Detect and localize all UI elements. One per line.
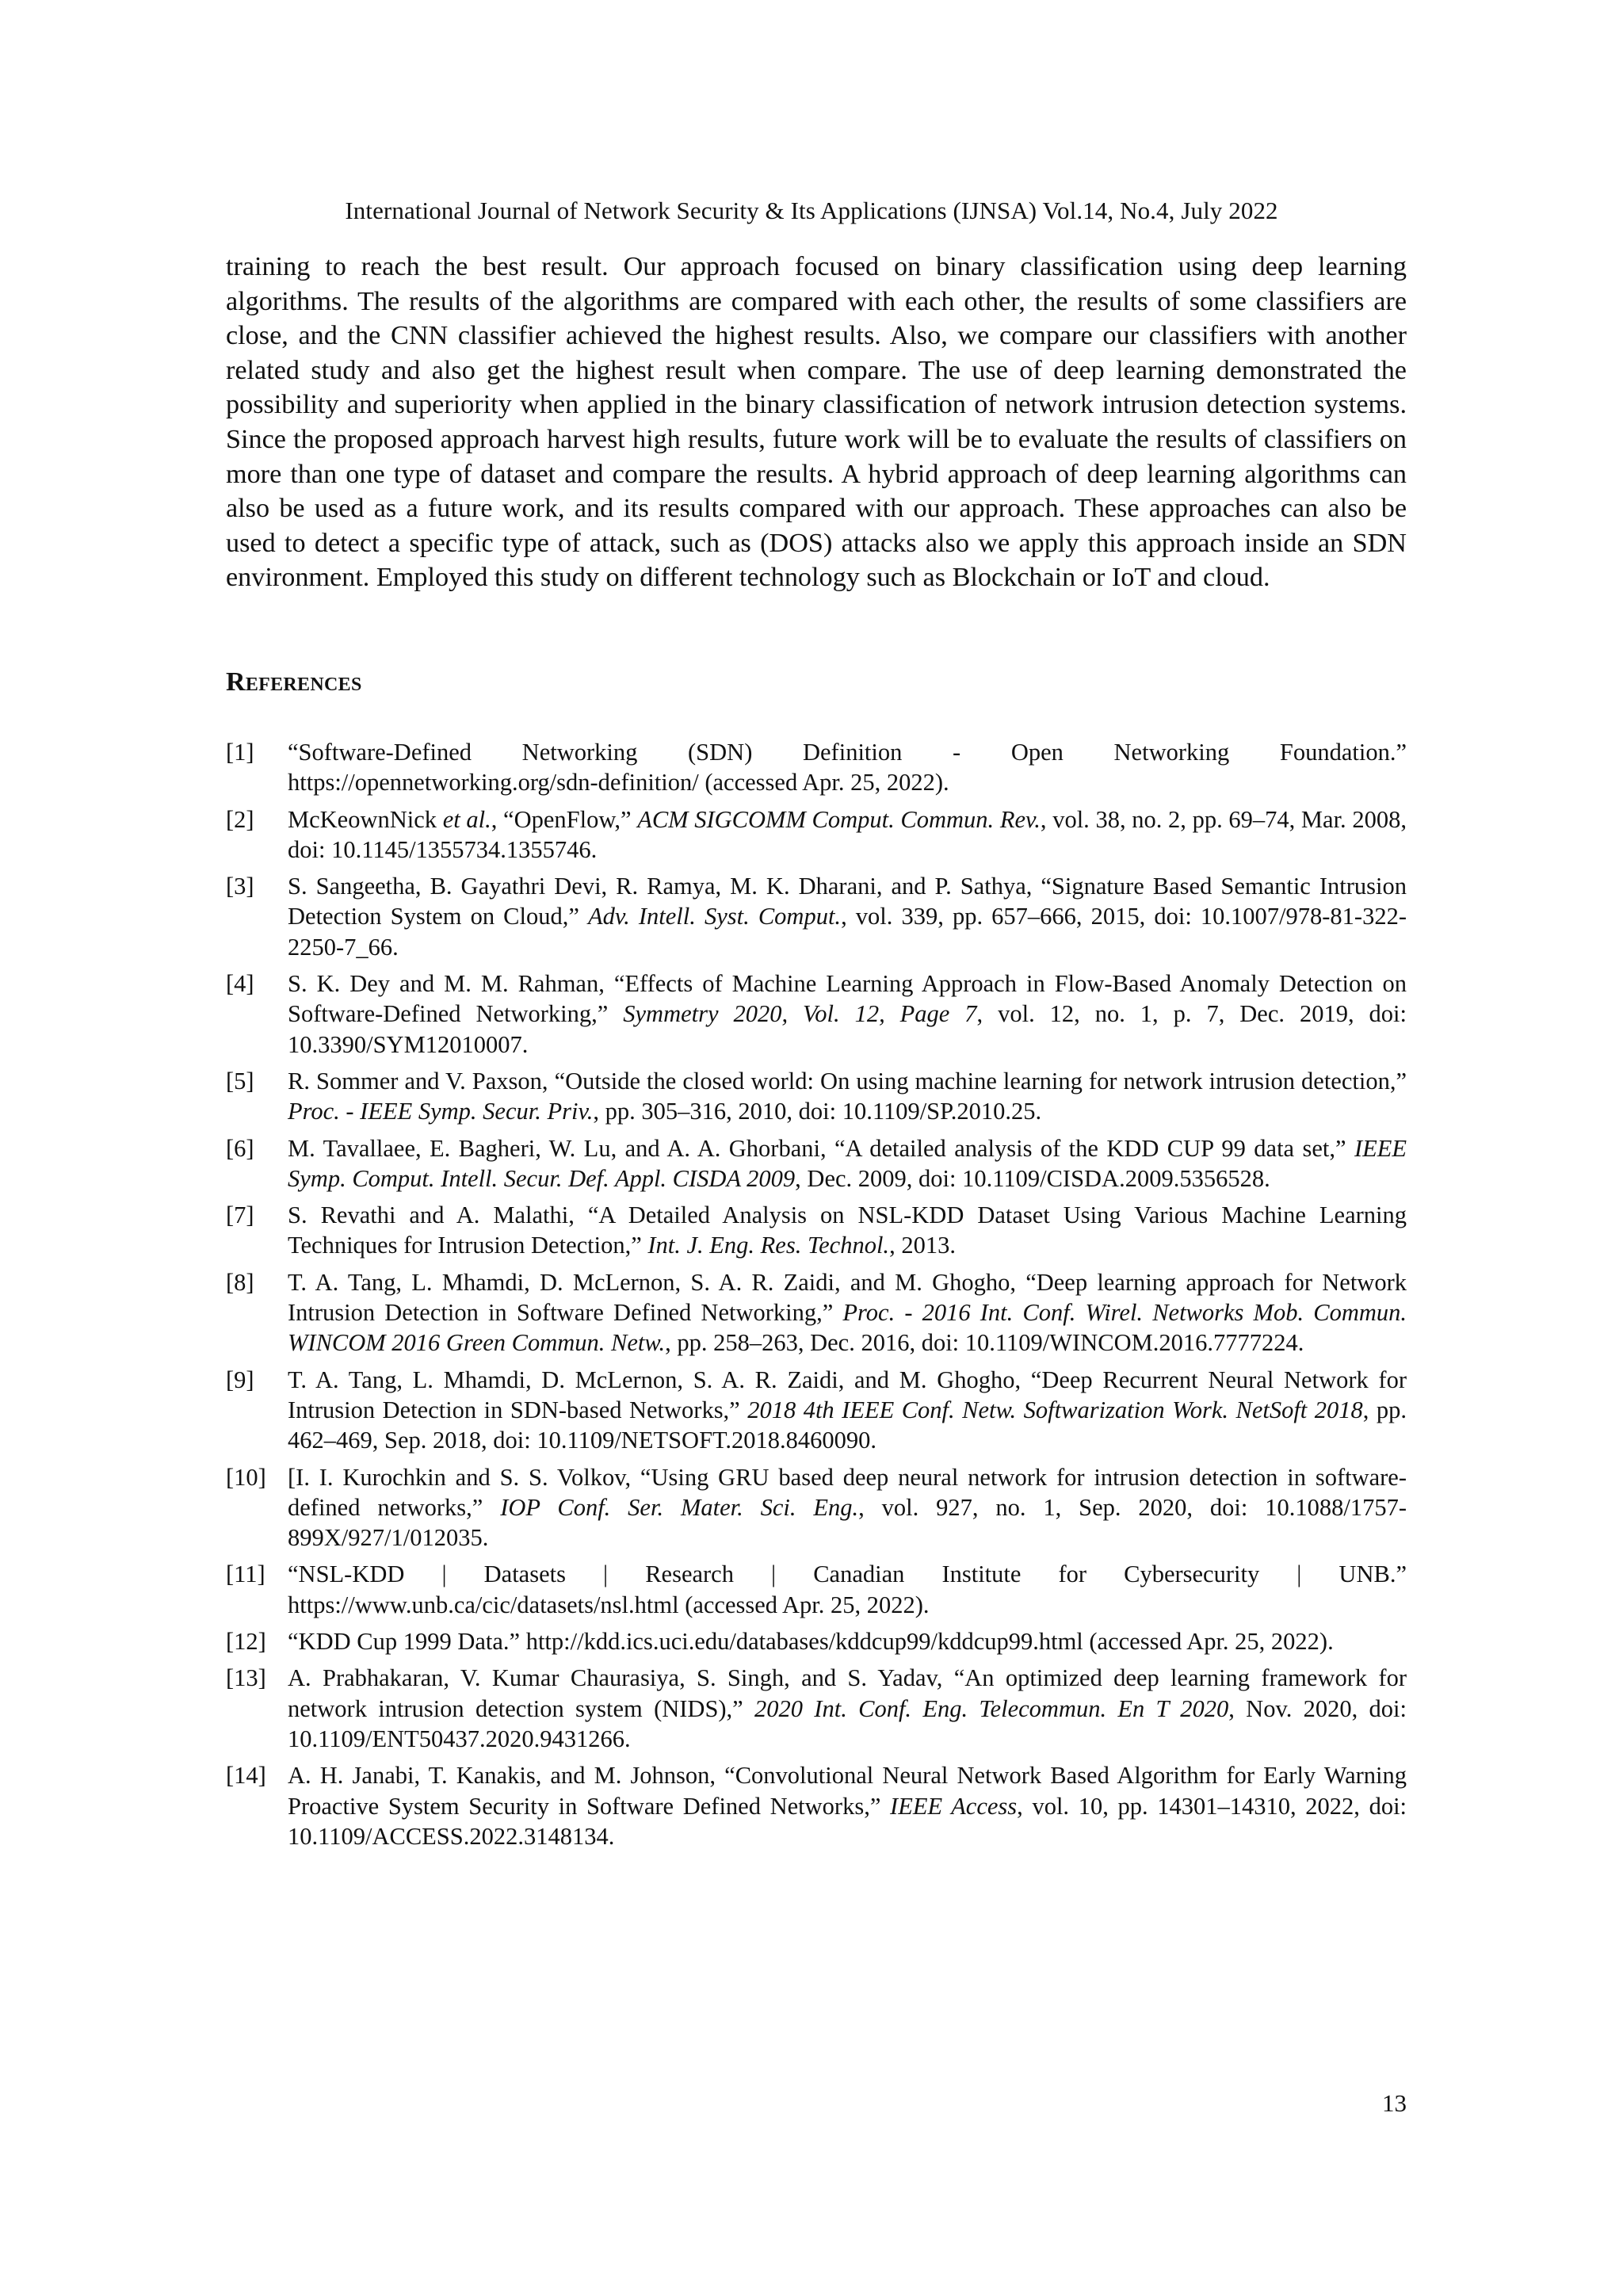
reference-venue: Symmetry 2020, Vol. 12, Page 7: [623, 1000, 977, 1028]
reference-body: S. Sangeetha, B. Gayathri Devi, R. Ramya, M. K. Dharani, and P. Sathya, “Signature Based Semantic Intrusion Detection System on Cloud,”: [288, 873, 1407, 930]
reference-number: [11]: [226, 1561, 265, 1588]
reference-item: [226, 1365, 1407, 1456]
reference-number: [10]: [226, 1463, 266, 1491]
reference-number: [14]: [226, 1762, 266, 1790]
reference-body: S. Revathi and A. Malathi, “A Detailed Analysis on NSL-KDD Dataset Using Various Machine Learning Techniques for Intrusion Detection,”: [288, 1201, 1407, 1259]
reference-number: [7]: [226, 1201, 254, 1229]
reference-venue: IOP Conf. Ser. Mater. Sci. Eng.: [500, 1493, 859, 1521]
reference-body: , Nov. 2020, doi: 10.1109/ENT50437.2020.9431266.: [288, 1694, 1407, 1752]
reference-body: , pp. 258–263, Dec. 2016, doi: 10.1109/WINCOM.2016.7777224.: [665, 1329, 1304, 1357]
reference-body: , pp. 305–316, 2010, doi: 10.1109/SP.2010.25.: [593, 1098, 1042, 1125]
reference-item: [226, 1267, 1407, 1358]
reference-venue: Proc. - 2016 Int. Conf. Wirel. Networks Mob. Commun. WINCOM 2016 Green Commun. Netw.: [288, 1299, 1407, 1357]
reference-text: [288, 1200, 1407, 1261]
reference-number: [12]: [226, 1628, 266, 1656]
reference-text: [288, 1365, 1407, 1456]
reference-list: [226, 737, 1407, 1858]
reference-italic: et al.: [442, 805, 491, 833]
reference-number: [5]: [226, 1067, 254, 1095]
reference-text: [288, 1559, 1407, 1620]
reference-number: [8]: [226, 1268, 254, 1296]
reference-item: [226, 871, 1407, 962]
reference-text: [288, 871, 1407, 962]
reference-number: [13]: [226, 1664, 266, 1692]
reference-number: [3]: [226, 873, 254, 900]
reference-item: [226, 804, 1407, 865]
reference-body: [I. I. Kurochkin and S. S. Volkov, “Using GRU based deep neural network for intrusion detection in software-defined networks,”: [288, 1463, 1407, 1521]
reference-body: , “OpenFlow,”: [491, 805, 638, 833]
reference-body: , vol. 927, no. 1, Sep. 2020, doi: 10.1088/1757-899X/927/1/012035.: [288, 1493, 1407, 1552]
reference-item: [226, 1626, 1407, 1656]
reference-item: [226, 1066, 1407, 1127]
reference-venue: IEEE Access: [890, 1792, 1018, 1820]
reference-item: [226, 1133, 1407, 1194]
reference-text: [288, 968, 1407, 1060]
reference-number: [1]: [226, 739, 254, 766]
reference-text: [288, 1462, 1407, 1553]
reference-venue: Adv. Intell. Syst. Comput.: [588, 903, 842, 930]
reference-venue: Int. J. Eng. Res. Technol.: [647, 1232, 890, 1259]
reference-body: , vol. 339, pp. 657–666, 2015, doi: 10.1007/978-81-322-2250-7_66.: [288, 903, 1407, 961]
reference-body: “KDD Cup 1999 Data.” http://kdd.ics.uci.edu/databases/kddcup99/kddcup99.html (accessed Apr. 25, 2022).: [288, 1628, 1334, 1656]
reference-body: , Dec. 2009, doi: 10.1109/CISDA.2009.5356528.: [795, 1164, 1270, 1192]
reference-body: T. A. Tang, L. Mhamdi, D. McLernon, S. A. R. Zaidi, and M. Ghogho, “Deep Recurrent Neural Network for Intrusion Detection in SDN-based Networks,”: [288, 1366, 1407, 1423]
reference-text: [288, 804, 1407, 865]
reference-text: [288, 1760, 1407, 1851]
reference-body: M. Tavallaee, E. Bagheri, W. Lu, and A. A. Ghorbani, “A detailed analysis of the KDD CUP 99 data set,”: [288, 1134, 1354, 1162]
reference-body: McKeownNick: [288, 805, 443, 833]
reference-item: [226, 737, 1407, 798]
reference-item: [226, 1462, 1407, 1553]
reference-item: [226, 1760, 1407, 1851]
references-heading: References: [226, 667, 362, 697]
reference-text: [288, 1267, 1407, 1358]
reference-body: , vol. 10, pp. 14301–14310, 2022, doi: 10.1109/ACCESS.2022.3148134.: [288, 1792, 1407, 1850]
reference-text: [288, 737, 1407, 798]
reference-body: A. Prabhakaran, V. Kumar Chaurasiya, S. Singh, and S. Yadav, “An optimized deep learning framework for network intrusion detection system (NIDS),”: [288, 1664, 1407, 1722]
reference-body: , pp. 462–469, Sep. 2018, doi: 10.1109/NETSOFT.2018.8460090.: [288, 1396, 1407, 1454]
reference-body: R. Sommer and V. Paxson, “Outside the closed world: On using machine learning for network intrusion detection,”: [288, 1067, 1407, 1095]
reference-text: [288, 1663, 1407, 1754]
reference-body: “NSL-KDD | Datasets | Research | Canadian Institute for Cybersecurity | UNB.” https://www.unb.ca/cic/datasets/nsl.html (accessed Apr. 25, 2022).: [288, 1561, 1407, 1618]
reference-venue: ACM SIGCOMM Comput. Commun. Rev.: [637, 805, 1041, 833]
reference-item: [226, 1559, 1407, 1620]
reference-venue: IEEE Symp. Comput. Intell. Secur. Def. Appl. CISDA 2009: [288, 1134, 1407, 1192]
reference-item: [226, 1663, 1407, 1754]
reference-text: [288, 1626, 1407, 1656]
reference-body: T. A. Tang, L. Mhamdi, D. McLernon, S. A. R. Zaidi, and M. Ghogho, “Deep learning approach for Network Intrusion Detection in Software Defined Networking,”: [288, 1268, 1407, 1327]
reference-number: [9]: [226, 1366, 254, 1393]
conclusion-paragraph: training to reach the best result. Our approach focused on binary classification using deep learning algorithms. The results of the algorithms are compared with each other, the results of some classifiers are close, and the CNN classifier achieved the highest results. Also, we compare our classifiers with another related study and also get the highest result when compare. The use of deep learning demonstrated the possibility and superiority when applied in the binary classification of network intrusion detection systems. Since the proposed approach harvest high results, future work will be to evaluate the results of classifiers on more than one type of dataset and compare the results. A hybrid approach of deep learning algorithms can also be used as a future work, and its results compared with our approach. These approaches can also be used to detect a specific type of attack, such as (DOS) attacks also we apply this approach inside an SDN environment. Employed this study on different technology such as Blockchain or IoT and cloud.: [226, 252, 1407, 593]
reference-text: [288, 1066, 1407, 1127]
reference-text: [288, 1133, 1407, 1194]
reference-body: , vol. 38, no. 2, pp. 69–74, Mar. 2008, doi: 10.1145/1355734.1355746.: [288, 805, 1407, 863]
reference-body: , 2013.: [889, 1232, 956, 1259]
reference-number: [4]: [226, 970, 254, 998]
reference-body: S. K. Dey and M. M. Rahman, “Effects of Machine Learning Approach in Flow-Based Anomaly Detection on Software-Defined Networking,”: [288, 970, 1407, 1028]
reference-number: [6]: [226, 1134, 254, 1162]
reference-item: [226, 968, 1407, 1060]
reference-body: “Software-Defined Networking (SDN) Definition - Open Networking Foundation.” https://opennetworking.org/sdn-definition/ (accessed Apr. 25, 2022).: [288, 739, 1407, 797]
page-number: 13: [1382, 2089, 1407, 2117]
reference-number: [2]: [226, 805, 254, 833]
reference-venue: 2020 Int. Conf. Eng. Telecommun. En T 2020: [754, 1694, 1229, 1722]
running-header: International Journal of Network Security & Its Applications (IJNSA) Vol.14, No.4, July 2022: [345, 197, 1278, 224]
reference-body: , vol. 12, no. 1, p. 7, Dec. 2019, doi: 10.3390/SYM12010007.: [288, 1000, 1407, 1058]
reference-item: [226, 1200, 1407, 1261]
reference-body: A. H. Janabi, T. Kanakis, and M. Johnson, “Convolutional Neural Network Based Algorithm for Early Warning Proactive System Security in Software Defined Networks,”: [288, 1762, 1407, 1820]
reference-venue: Proc. - IEEE Symp. Secur. Priv.: [288, 1098, 594, 1125]
reference-venue: 2018 4th IEEE Conf. Netw. Softwarization Work. NetSoft 2018: [747, 1396, 1363, 1423]
